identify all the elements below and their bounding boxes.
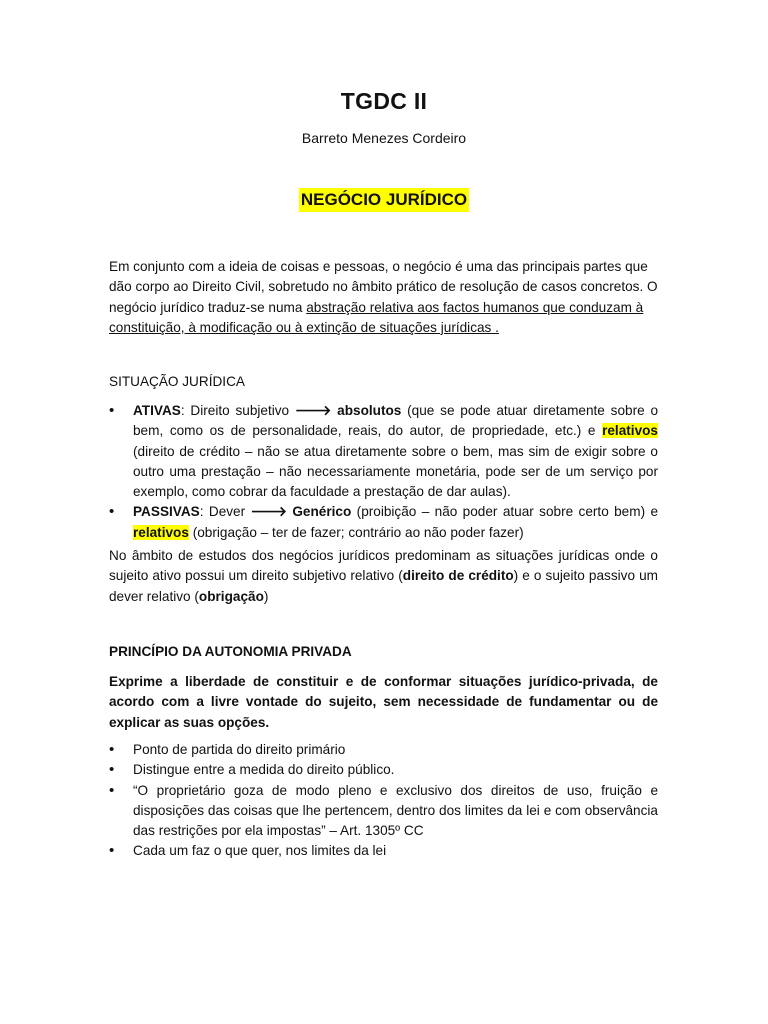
passivas-text-3: (obrigação – ter de fazer; contrário ao não poder fazer) — [188, 524, 524, 540]
ativas-text-2: (que se pode atuar diretamente sobre o bem, como os de personalidade, reais, do autor, de propriedade, etc.) e — [133, 403, 659, 439]
list-item-ativas — [109, 401, 658, 502]
ativas-text-1: : Direito subjetivo — [180, 403, 295, 418]
list-item: • Distingue entre a medida do direito público. — [109, 760, 658, 780]
list-item-passivas — [109, 502, 658, 543]
intro-text: Em conjunto com a ideia de coisas e pessoas, o negócio é uma das principais partes que dão corpo ao Direito Civil, sobretudo no âmbito prático de resolução de casos concretos. O negócio jurídico traduz-se numa — [109, 259, 658, 315]
intro-paragraph — [109, 257, 658, 338]
summary-text-3: ) — [263, 588, 269, 604]
autonomia-list — [109, 740, 658, 862]
situacao-juridica-heading: SITUAÇÃO JURÍDICA — [109, 374, 245, 389]
situacao-list — [109, 401, 658, 543]
summary-direito-de-credito: direito de crédito — [402, 568, 514, 584]
section-heading-wrapper — [0, 188, 768, 212]
list-item: • Ponto de partida do direito primário — [109, 740, 658, 760]
ativas-text-3: (direito de crédito – não se atua diretamente sobre o bem, mas sim de exigir sobre o outro uma prestação – não necessariamente monetária, pode ser de um serviço por exemplo, como cobrar da faculdade a prestação de dar aulas). — [133, 443, 658, 500]
arrow-right-icon: 🡒 — [294, 403, 332, 418]
summary-obrigacao: obrigação — [198, 588, 264, 604]
intro-underlined-definition: abstração relativa aos factos humanos que conduzam à constituição, à modificação ou à extinção de situações jurídicas . — [109, 299, 644, 335]
ativas-label: ATIVAS — [133, 403, 181, 418]
ativas-absolutos: absolutos — [337, 403, 402, 418]
passivas-generico: Genérico — [292, 504, 352, 520]
author-name: Barreto Menezes Cordeiro — [301, 130, 467, 146]
list-item: • Cada um faz o que quer, nos limites da lei — [109, 841, 658, 861]
document-title: TGDC II — [340, 88, 428, 114]
arrow-right-icon: 🡒 — [250, 504, 287, 520]
situacao-bullets — [109, 401, 658, 543]
autonomia-heading: PRINCÍPIO DA AUTONOMIA PRIVADA — [109, 644, 352, 659]
ativas-relativos-highlight: relativos — [602, 423, 658, 439]
summary-text-2: ) e o sujeito passivo um dever relativo ( — [109, 568, 658, 604]
passivas-text-1: : Dever — [199, 504, 251, 520]
list-item: • “O proprietário goza de modo pleno e exclusivo dos direitos de uso, fruição e disposições das coisas que lhe pertencem, dentro dos limites da lei e com observância das restrições por ela impostas” – Art. 1305º CC — [109, 781, 658, 842]
passivas-relativos-highlight: relativos — [133, 524, 189, 540]
autonomia-bullets — [109, 740, 658, 862]
passivas-text-2: (proibição – não poder atuar sobre certo bem) e — [351, 504, 659, 520]
situacao-summary-paragraph — [109, 546, 658, 607]
passivas-label: PASSIVAS — [133, 504, 200, 520]
summary-text-1: No âmbito de estudos dos negócios jurídicos predominam as situações jurídicas onde o sujeito ativo possui um direito subjetivo relativo ( — [109, 548, 658, 584]
autonomia-definition: Exprime a liberdade de constituir e de conformar situações jurídico-privada, de acordo com a livre vontade do sujeito, sem necessidade de fundamentar ou de explicar as suas opções. — [109, 674, 658, 730]
section-heading-negocio-juridico: NEGÓCIO JURÍDICO — [299, 188, 469, 212]
